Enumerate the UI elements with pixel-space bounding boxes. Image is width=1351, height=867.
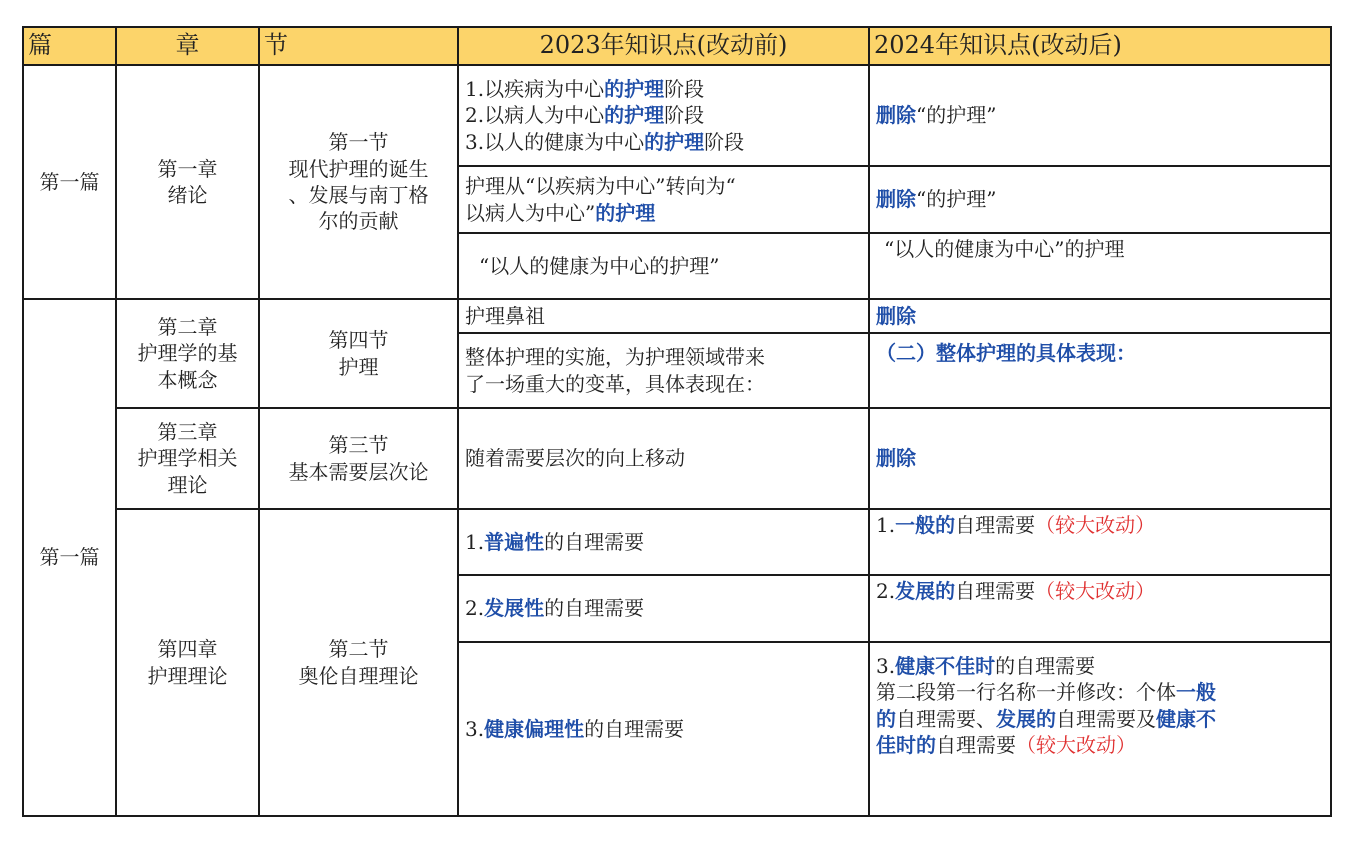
cell-text: 健康不 (1156, 706, 1216, 731)
cell-text: 阶段 (704, 129, 745, 154)
cell-text: 尔的贡献 (318, 209, 399, 234)
cell-text: 1. (876, 513, 896, 537)
cell-text: 的自理需要 (544, 529, 645, 554)
cell-text: 第一节 (328, 130, 389, 155)
new-point-cell: 删除 (869, 299, 1331, 333)
cell-text: 3. (465, 716, 485, 741)
cell-text: 第一章 (157, 156, 218, 181)
new-point-cell: （二）整体护理的具体表现： (869, 333, 1331, 408)
cell-text: 现代护理的诞生 (288, 156, 429, 181)
cell-text: 发展的 (895, 579, 956, 603)
header-2023: 2023年知识点(改动前) (458, 27, 869, 65)
cell-text: 护理从“以疾病为中心”转向为“ (465, 174, 736, 199)
table-row (23, 408, 1331, 509)
cell-text: 一般的 (895, 513, 956, 537)
cell-text: 整体护理的实施，为护理领域带来 (465, 345, 765, 370)
cell-text: 了一场重大的变革，具体表现在： (465, 371, 765, 396)
chapter-cell (116, 299, 259, 408)
part-cell (23, 65, 116, 299)
cell-text: 发展性 (484, 596, 545, 621)
cell-text: 第二章 (157, 314, 218, 339)
cell-text: 的自理需要 (584, 716, 685, 741)
cell-text: 自理需要 (955, 513, 1036, 537)
cell-text: 健康偏理性 (484, 716, 585, 741)
cell-text: 本概念 (157, 367, 218, 392)
header-part: 篇 (23, 27, 116, 65)
old-point-cell (458, 166, 869, 233)
section-cell (259, 509, 458, 816)
cell-text: 理论 (167, 472, 208, 497)
header-2024: 2024年知识点(改动后) (869, 27, 1331, 65)
cell-text: 2.以病人为中心 (465, 103, 605, 128)
table-row (23, 65, 1331, 166)
cell-text: 的自理需要 (544, 596, 645, 621)
cell-text: 佳时的 (876, 733, 936, 758)
new-point-cell (869, 642, 1331, 816)
new-point-cell (869, 65, 1331, 166)
cell-text: 第四节 (328, 328, 389, 353)
cell-text: 护理理论 (147, 663, 228, 688)
cell-text: （较大改动） (1035, 513, 1156, 537)
new-point-cell: “以人的健康为中心”的护理 (869, 233, 1331, 299)
cell-text: 自理需要及 (1056, 706, 1156, 731)
chapter-cell (116, 65, 259, 299)
cell-text: 护理学相关 (137, 446, 238, 471)
cell-text: 的护理 (644, 129, 705, 154)
new-point-cell (869, 575, 1331, 642)
old-point-cell: “以人的健康为中心的护理” (458, 233, 869, 299)
cell-text: （较大改动） (1016, 733, 1136, 758)
cell-text: 第三章 (157, 419, 218, 444)
header-section: 节 (259, 27, 458, 65)
cell-text: 的护理 (595, 200, 656, 225)
cell-text (465, 200, 862, 226)
cell-text: （较大改动） (1035, 579, 1156, 603)
cell-text: 自理需要 (936, 733, 1016, 758)
new-point-cell (869, 509, 1331, 575)
section-cell (259, 408, 458, 509)
cell-text: 删除 (876, 103, 916, 128)
cell-text: 2. (876, 579, 896, 603)
cell-text (876, 679, 1324, 705)
cell-text: 护理学的基 (137, 341, 238, 366)
cell-text (876, 706, 1324, 732)
cell-text: 第二段第一行名称一并修改：个体 (876, 680, 1176, 705)
cell-text (465, 102, 862, 128)
section-cell (259, 299, 458, 408)
cell-text: 健康不佳时 (895, 654, 996, 678)
cell-text: 、发展与南丁格 (288, 183, 429, 207)
new-point-cell: 删除 (869, 408, 1331, 509)
old-point-cell (458, 65, 869, 166)
cell-text (876, 732, 1324, 758)
cell-text: 基本需要层次论 (288, 459, 429, 484)
cell-text: 第二节 (328, 637, 389, 662)
cell-text: 阶段 (664, 76, 705, 101)
cell-text: 的护理 (604, 76, 665, 101)
old-point-cell (458, 509, 869, 575)
cell-text: 1. (465, 529, 485, 554)
old-point-cell: 随着需要层次的向上移动 (458, 408, 869, 509)
chapter-cell (116, 408, 259, 509)
cell-text: 1.以疾病为中心 (465, 76, 605, 101)
cell-text: 绪论 (167, 183, 208, 207)
chapter-cell (116, 509, 259, 816)
cell-text: 3. (876, 654, 896, 678)
section-cell (259, 65, 458, 299)
cell-text (465, 129, 862, 155)
cell-text: “的护理” (916, 103, 997, 128)
old-point-cell (458, 333, 869, 408)
new-point-cell (869, 166, 1331, 233)
cell-text: 第四章 (157, 637, 218, 662)
cell-text: 以病人为中心” (465, 200, 596, 225)
cell-text: 发展的 (996, 706, 1056, 731)
cell-text: 的护理 (604, 103, 665, 128)
cell-text: 奥伦自理理论 (298, 663, 419, 688)
cell-text: 普遍性 (484, 529, 545, 554)
old-point-cell (458, 642, 869, 816)
cell-text: “的护理” (916, 187, 997, 212)
cell-text: 自理需要 (955, 579, 1036, 603)
cell-text: 自理需要、 (896, 706, 996, 731)
part-cell: 第一篇 (23, 299, 116, 816)
cell-text (876, 653, 1324, 679)
cell-text: 的 (876, 706, 896, 731)
cell-text: 第三节 (328, 433, 389, 458)
cell-text: 3.以人的健康为中心 (465, 129, 645, 154)
cell-text: 的自理需要 (995, 654, 1096, 678)
table-row (23, 299, 1331, 333)
old-point-cell: 护理鼻祖 (458, 299, 869, 333)
cell-text: 护理 (338, 354, 379, 379)
cell-text: 一般 (1176, 680, 1216, 705)
table-row (23, 509, 1331, 575)
old-point-cell (458, 575, 869, 642)
cell-text: 第一篇 (39, 169, 100, 194)
knowledge-change-table (22, 26, 1332, 817)
cell-text: 阶段 (664, 103, 705, 128)
table-header-row (23, 27, 1331, 65)
cell-text (465, 76, 862, 102)
cell-text: 删除 (876, 187, 916, 212)
header-chapter: 章 (116, 27, 259, 65)
cell-text: 2. (465, 596, 485, 621)
